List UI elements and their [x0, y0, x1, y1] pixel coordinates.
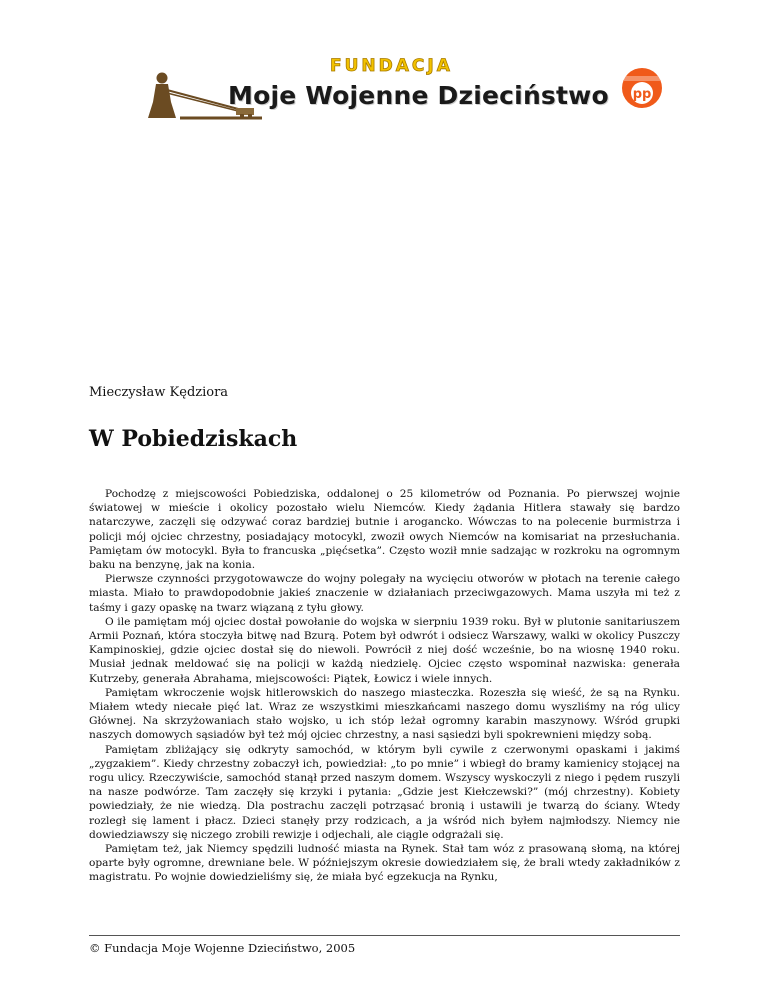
body-text [89, 487, 680, 885]
paragraph: Pamiętam wkroczenie wojsk hitlerowskich do naszego miasteczka. Rozeszła się wieść, że są na Rynku. Miałem wtedy niecałe pięć lat. Wraz ze wszystkimi mieszkańcami naszego domu wyszliśmy na róg ulicy Głównej. Na skrzyżowaniach stało wojsko, u ich stóp leżał ogromny karabin maszynowy. Wśród grupki naszych domowych sąsiadów był też mój ojciec chrzestny, a nasi sąsiedzi byli spokrewnieni między sobą. [89, 686, 680, 742]
pp-logo-text: pp [632, 87, 652, 102]
page-header [0, 0, 768, 140]
footer-divider [89, 935, 680, 936]
logo-title: Moje Wojenne Dzieciństwo [228, 81, 609, 110]
footer-copyright: © Fundacja Moje Wojenne Dzieciństwo, 2005 [89, 941, 356, 955]
pp-logo-icon [621, 67, 663, 109]
paragraph: Pochodzę z miejscowości Pobiedziska, oddalonej o 25 kilometrów od Poznania. Po pierwszej wojnie światowej w mieście i okolicy pozostało wielu Niemców. Kiedy żądania Hitlera stawały się bardzo natarczywe, zaczęli się odzywać coraz bardziej butnie i arogancko. Wówczas to na polecenie burmistrza i policji mój ojciec chrzestny, posiadający motocykl, zwoził owych Niemców na komisariat na przesłuchania. Pamiętam ów motocykl. Była to francuska „pięćsetka”. Często woził mnie sadzając w rozkroku na ogromnym baku na benzynę, jak na konia. [89, 488, 680, 572]
paragraph: Pierwsze czynności przygotowawcze do wojny polegały na wycięciu otworów w płotach na terenie całego miasta. Miało to prawdopodobnie jakieś znaczenie w działaniach przeciwgazowych. Mama uszyła mi też z taśmy i gazy opaskę na twarz wiązaną z tyłu głowy. [89, 573, 680, 614]
paragraph: Pamiętam też, jak Niemcy spędzili ludność miasta na Rynek. Stał tam wóz z prasowaną słomą, na której oparte były ogromne, drewniane bele. W późniejszym okresie dowiedziałem się, że brali wtedy zakładników z magistratu. Po wojnie dowiedzieliśmy się, że miała być egzekucja na Rynku, [89, 843, 680, 884]
document-title: W Pobiedziskach [89, 426, 298, 452]
author-name: Mieczysław Kędziora [89, 385, 229, 400]
foundation-word: FUNDACJA [330, 56, 453, 76]
paragraph: Pamiętam zbliżający się odkryty samochód, w którym byli cywile z czerwonymi opaskami i jakimś „zygzakiem”. Kiedy chrzestny zobaczył ich, powiedział: „to po mnie” i wbiegł do bramy kamienicy stojącej na rogu ulicy. Rzeczywiście, samochód stanął przed naszym domem. Wszyscy wyskoczyli z niego i pędem ruszyli na nasze podwórze. Tam zaczęły się krzyki i pytania: „Gdzie jest Kiełczewski?” (mój chrzestny). Kobiety powiedziały, że nie wiedzą. Dla postrachu zaczęli potrząsać bronią i ustawili je twarzą do ściany. Wtedy rozległ się lament i płacz. Dzieci stanęły przy rodzicach, a ja wśród nich byłem najmłodszy. Niemcy nie dowiedziawszy się niczego zrobili rewizje i odjechali, ale ciągle odgrażali się. [89, 743, 680, 841]
paragraph: O ile pamiętam mój ojciec dostał powołanie do wojska w sierpniu 1939 roku. Był w plutonie sanitariuszem Armii Poznań, która stoczyła bitwę nad Bzurą. Potem był odwrót i odsiecz Warszawy, walki w okolicy Puszczy Kampinoskiej, gdzie ojciec dostał się do niewoli. Powrócił z niej dość wcześnie, bo na wiosnę 1940 roku. Musiał jednak meldować się na policji w każdą niedzielę. Ojciec często wspominał nazwiska: generała Kutrzeby, generała Abrahama, miejscowości: Piątek, Łowicz i wiele innych. [89, 615, 680, 685]
